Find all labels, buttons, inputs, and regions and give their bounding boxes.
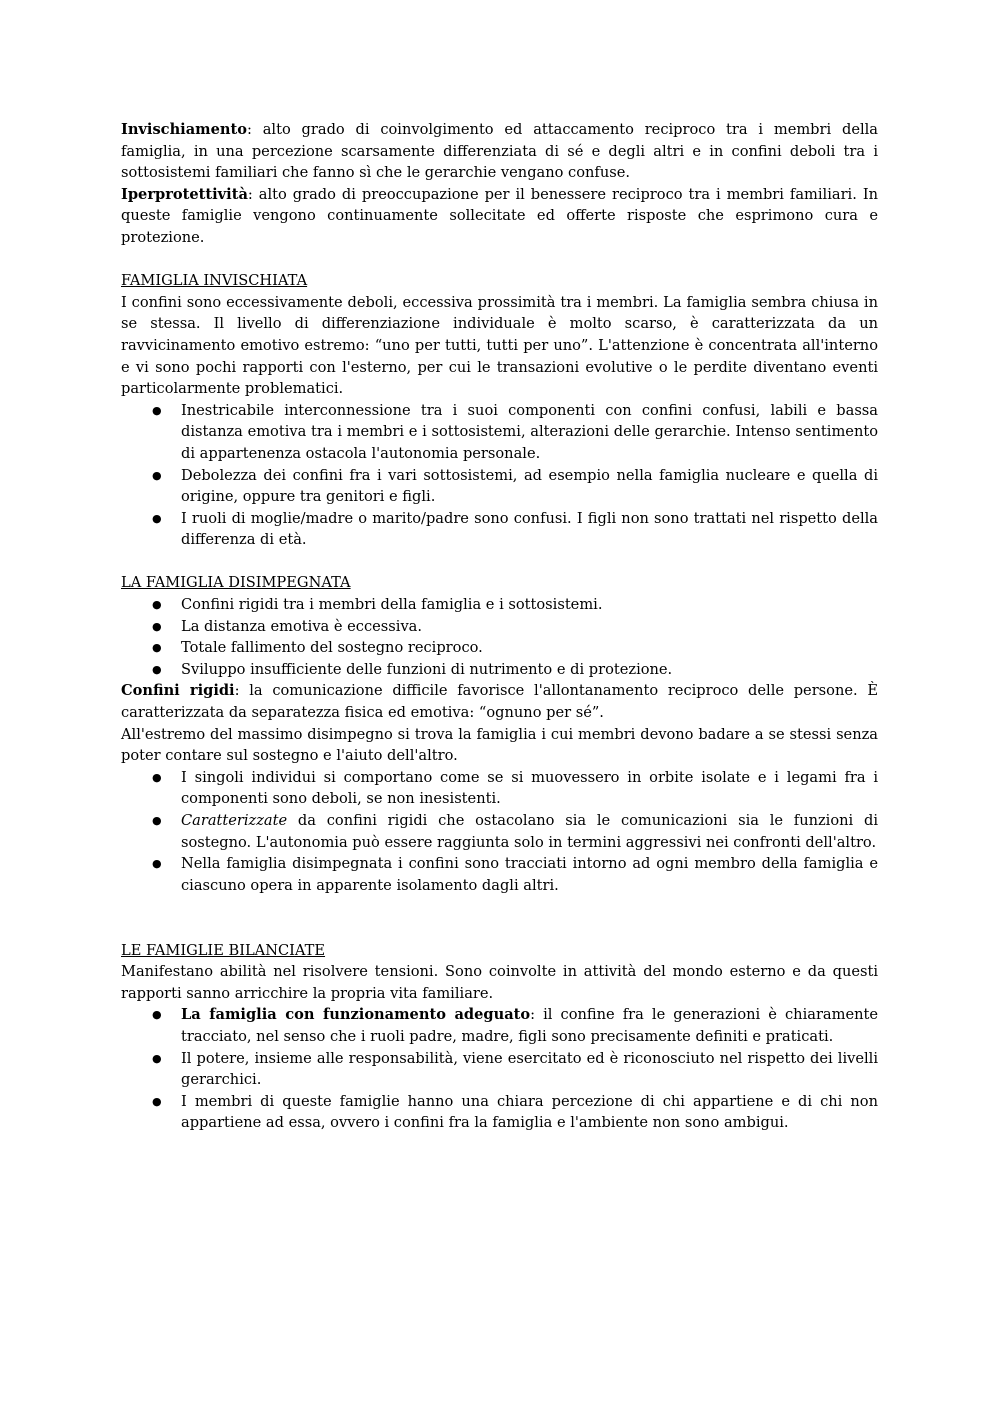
definition-iperprotettivita	[121, 184, 878, 249]
list-item-text: : il confine fra le generazioni è chiaramente tracciato, nel senso che i ruoli padre, madre, figli sono precisamente definiti e praticati.	[181, 1006, 878, 1045]
list-item: ● I singoli individui si comportano come se si muovessero in orbite isolate e i legami fra i componenti sono deboli, se non inesistenti.	[121, 767, 878, 810]
spacer	[121, 896, 878, 939]
list-item: ● Sviluppo insufficiente delle funzioni di nutrimento e di protezione.	[121, 659, 878, 681]
bullet-list	[121, 767, 878, 897]
bullet-list	[121, 1004, 878, 1134]
list-item-text: da confini rigidi che ostacolano sia le comunicazioni sia le funzioni di sostegno. L'autonomia può essere raggiunta solo in termini aggressivi nei confronti dell'altro.	[181, 812, 878, 851]
list-item: ● Il potere, insieme alle responsabilità, viene esercitato ed è riconosciuto nel rispetto dei livelli gerarchici.	[121, 1048, 878, 1091]
spacer	[121, 551, 878, 573]
list-item: ● Nella famiglia disimpegnata i confini sono tracciati intorno ad ogni membro della famiglia e ciascuno opera in apparente isolamento dagli altri.	[121, 853, 878, 896]
list-item: ● I ruoli di moglie/madre o marito/padre sono confusi. I figli non sono trattati nel rispetto della differenza di età.	[121, 508, 878, 551]
section-heading-bilanciate: LE FAMIGLIE BILANCIATE	[121, 941, 326, 959]
document-page	[121, 119, 878, 1134]
paragraph: Manifestano abilità nel risolvere tensioni. Sono coinvolte in attività del mondo esterno e da questi rapporti sanno arricchire la propria vita familiare.	[121, 963, 878, 1002]
paragraph: I confini sono eccessivamente deboli, eccessiva prossimità tra i membri. La famiglia sembra chiusa in se stessa. Il livello di differenziazione individuale è molto scarso, è caratterizzata da un ravvicinamento emotivo estremo: “uno per tutti, tutti per uno”. L'attenzione è concentrata all'interno e vi sono pochi rapporti con l'esterno, per cui le transazioni evolutive o le perdite diventano eventi particolarmente problematici.	[121, 293, 878, 398]
italic-term: Caratterizzate	[181, 812, 288, 829]
term-confini-rigidi: Confini rigidi	[121, 682, 235, 700]
list-item: ● Totale fallimento del sostegno reciproco.	[121, 637, 878, 659]
list-item: ● I membri di queste famiglie hanno una chiara percezione di chi appartiene e di chi non appartiene ad essa, ovvero i confini fra la famiglia e l'ambiente non sono ambigui.	[121, 1091, 878, 1134]
list-item: ● Inestricabile interconnessione tra i suoi componenti con confini confusi, labili e bassa distanza emotiva tra i membri e i sottosistemi, alterazioni delle gerarchie. Intenso sentimento di appartenenza ostacola l'autonomia personale.	[121, 400, 878, 465]
list-item: ● Debolezza dei confini fra i vari sottosistemi, ad esempio nella famiglia nucleare e quella di origine, oppure tra genitori e figli.	[121, 465, 878, 508]
bullet-list	[121, 594, 878, 680]
list-item	[121, 810, 878, 853]
list-item: ● Confini rigidi tra i membri della famiglia e i sottosistemi.	[121, 594, 878, 616]
list-item	[121, 1004, 878, 1047]
bullet-list	[121, 400, 878, 551]
term-iperprotettivita: Iperprotettività	[121, 185, 248, 203]
definition-text: : la comunicazione difficile favorisce l'allontanamento reciproco delle persone. È caratterizzata da separatezza fisica ed emotiva: “ognuno per sé”.	[121, 682, 878, 722]
definition-confini-rigidi	[121, 680, 878, 723]
definition-text: : alto grado di coinvolgimento ed attaccamento reciproco tra i membri della famiglia, in una percezione scarsamente differenziata di sé e degli altri e in confini deboli tra i sottosistemi familiari che fanno sì che le gerarchie vengano confuse.	[121, 121, 878, 182]
section-heading-invischiata: FAMIGLIA INVISCHIATA	[121, 272, 308, 290]
definition-invischiamento	[121, 119, 878, 184]
spacer	[121, 249, 878, 271]
section-heading-disimpegnata: LA FAMIGLIA DISIMPEGNATA	[121, 574, 351, 592]
term-invischiamento: Invischiamento	[121, 121, 247, 138]
paragraph: All'estremo del massimo disimpegno si trova la famiglia i cui membri devono badare a se stessi senza poter contare sul sostegno e l'aiuto dell'altro.	[121, 725, 878, 765]
bold-term: La famiglia con funzionamento adeguato	[181, 1006, 531, 1024]
definition-text: : alto grado di preoccupazione per il benessere reciproco tra i membri familiari. In queste famiglie vengono continuamente sollecitate ed offerte risposte che esprimono cura e protezione.	[121, 185, 878, 246]
list-item: ● La distanza emotiva è eccessiva.	[121, 616, 878, 638]
